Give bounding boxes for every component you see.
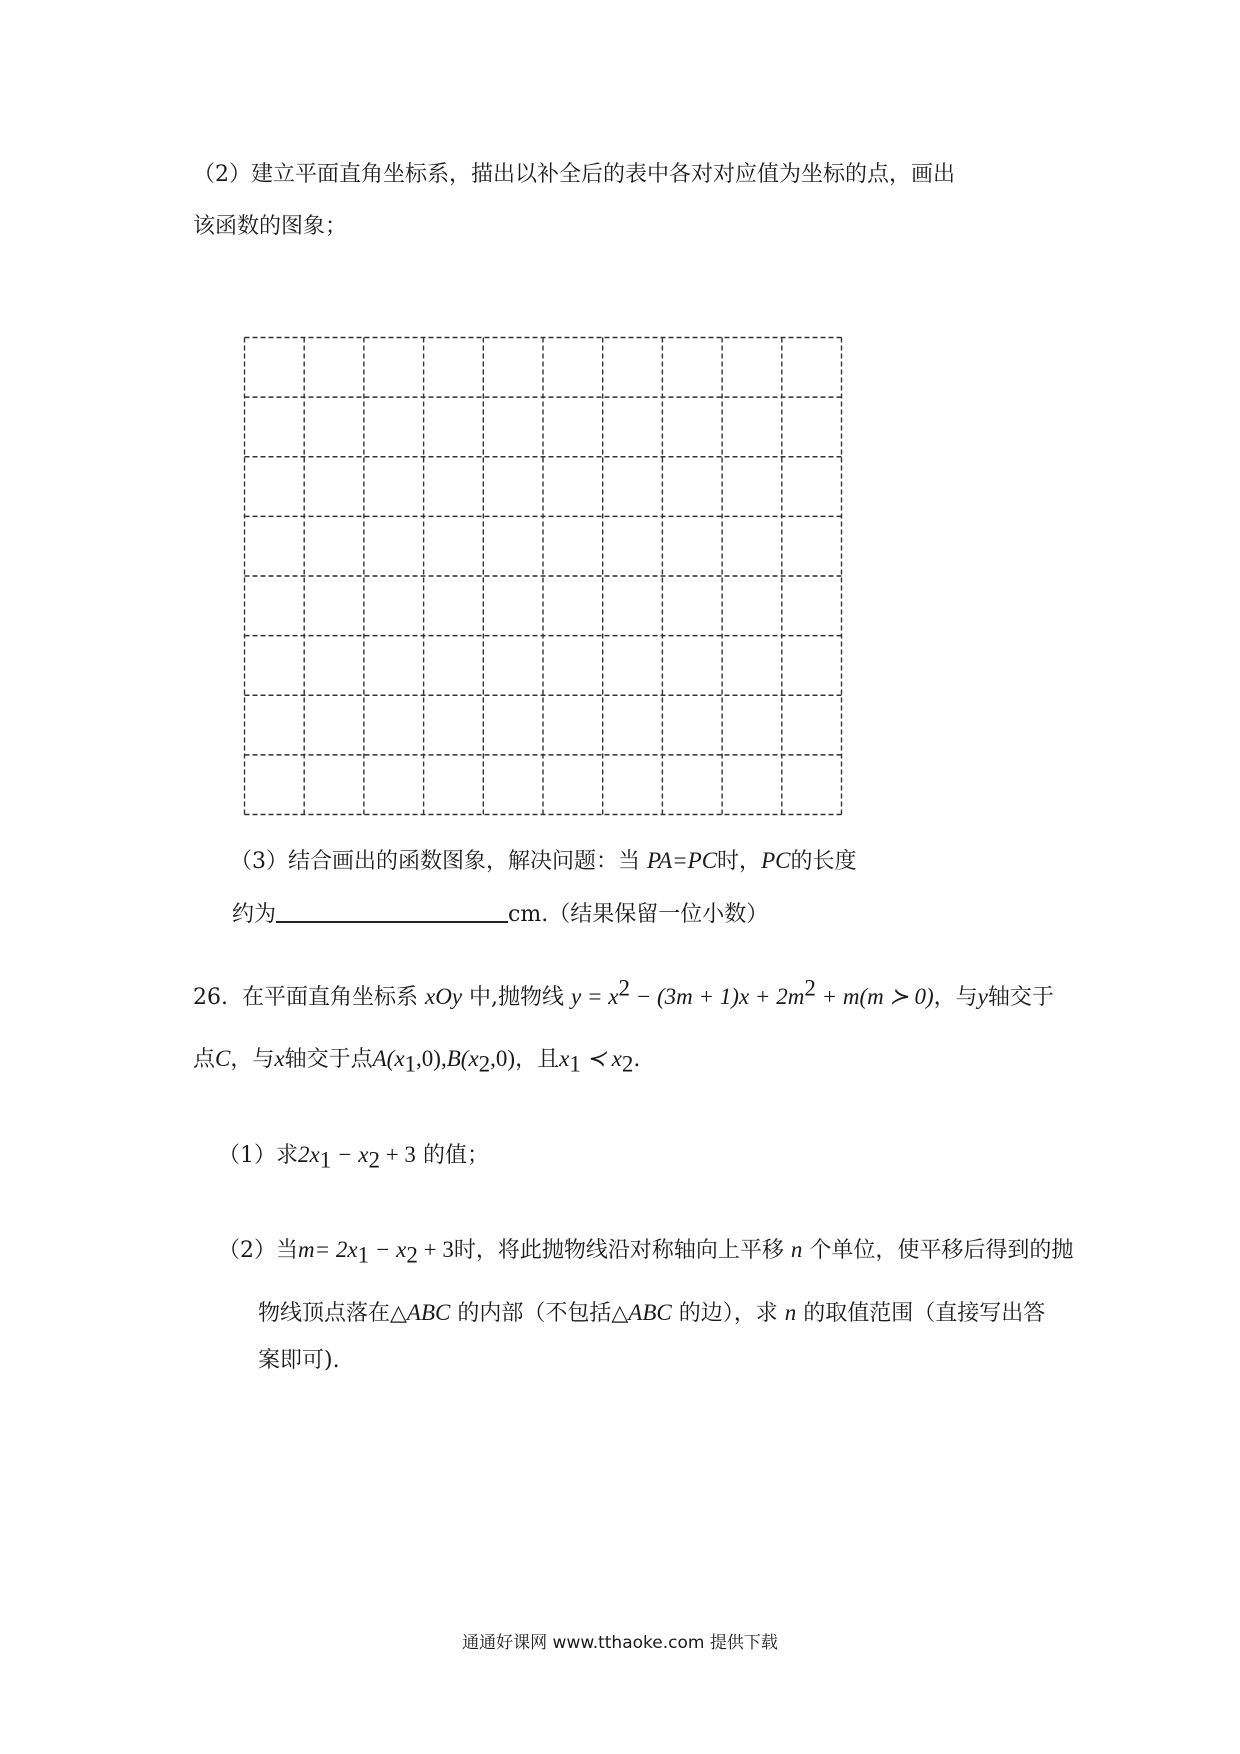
q26-line2: 点C，与x轴交于点$A(x_1,0),B(x_2,0)$，且$x_1$ ≺ $x_2$. <box>193 1046 641 1077</box>
q26-2-line3: 案即可). <box>258 1348 340 1373</box>
q26-2-line1: （2）当$m= 2x_1 - x_2 + 3$时，将此抛物线沿对称轴向上平移 n 个单位，使平移后得到的抛 <box>218 1237 1074 1268</box>
footer: 通通好课网 www.tthaoke.com 提供下载 <box>462 1633 778 1653</box>
answer-blank[interactable] <box>276 897 508 923</box>
q26-line1: 26. 在平面直角坐标系 xOy 中,抛物线 $y = x^2 - (3m + 1)x + 2m^2 + m(m$ ≻ 0)，与y轴交于 <box>193 975 1054 1010</box>
q26-2-line2: 物线顶点落在△ABC 的内部（不包括△ABC 的边），求 n 的取值范围（直接写出答 <box>258 1300 1046 1326</box>
q26-1: （1）求$2x_1 - x_2 + 3$ 的值； <box>218 1142 489 1173</box>
part3-line1: （3）结合画出的函数图象，解决问题：当 PA=PC时，PC的长度 <box>230 848 857 874</box>
part2-line1: （2）建立平面直角坐标系，描出以补全后的表中各对对应值为坐标的点，画出 <box>193 162 955 187</box>
part3-line2: 约为 cm.（结果保留一位小数） <box>232 897 768 930</box>
blank-grid <box>243 336 843 816</box>
part2-line2: 该函数的图象； <box>193 214 348 239</box>
